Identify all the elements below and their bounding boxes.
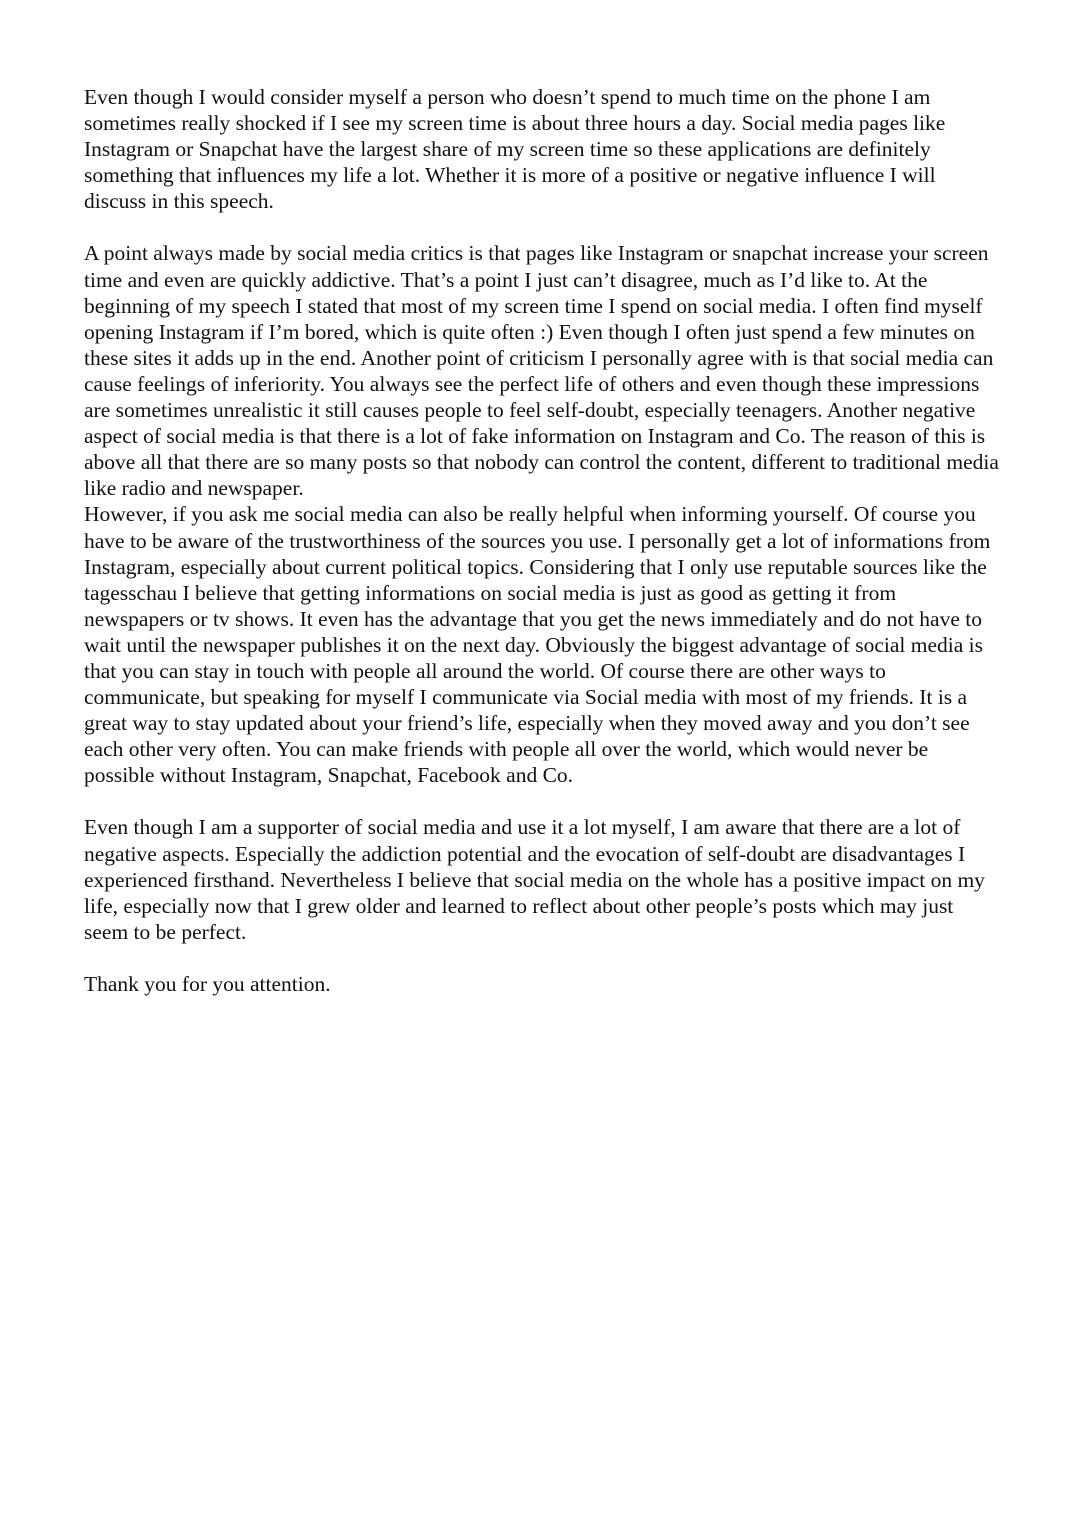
document-page <box>84 84 999 997</box>
paragraph-introduction: Even though I would consider myself a person who doesn’t spend to much time on the phone I am sometimes really shocked if I see my screen time is about three hours a day. Social media pages like Instagram or Snapchat have the largest share of my screen time so these applications are definitely something that influences my life a lot. Whether it is more of a positive or negative influence I will discuss in this speech. <box>84 85 946 214</box>
paragraph-advantages: However, if you ask me social media can also be really helpful when informing yourself. Of course you have to be aware of the trustworthiness of the sources you use. I personally get a lot of informations from Instagram, especially about current political topics. Considering that I only use reputable sources like the tagesschau I believe that getting informations on social media is just as good as getting it from newspapers or tv shows. It even has the advantage that you get the news immediately and do not have to wait until the newspaper publishes it on the next day. Obviously the biggest advantage of social media is that you can stay in touch with people all around the world. Of course there are other ways to communicate, but speaking for myself I communicate via Social media with most of my friends. It is a great way to stay updated about your friend’s life, especially when they moved away and you don’t see each other very often. You can make friends with people all over the world, which would never be possible without Instagram, Snapchat, Facebook and Co. <box>84 502 991 788</box>
paragraph-conclusion: Even though I am a supporter of social media and use it a lot myself, I am aware that there are a lot of negative aspects. Especially the addiction potential and the evocation of self-doubt are disadvantages I experienced firsthand. Nevertheless I believe that social media on the whole has a positive impact on my life, especially now that I grew older and learned to reflect about other people’s posts which may just seem to be perfect. <box>84 815 985 944</box>
paragraph-criticism: A point always made by social media critics is that pages like Instagram or snapchat increase your screen time and even are quickly addictive. That’s a point I just can’t disagree, much as I’d like to. At the beginning of my speech I stated that most of my screen time I spend on social media. I often find myself opening Instagram if I’m bored, which is quite often :) Even though I often just spend a few minutes on these sites it adds up in the end. Another point of criticism I personally agree with is that social media can cause feelings of inferiority. You always see the perfect life of others and even though these impressions are sometimes unrealistic it still causes people to feel self-doubt, especially teenagers. Another negative aspect of social media is that there is a lot of fake information on Instagram and Co. The reason of this is above all that there are so many posts so that nobody can control the content, different to traditional media like radio and newspaper. <box>84 241 999 501</box>
paragraph-closing: Thank you for you attention. <box>84 971 331 996</box>
